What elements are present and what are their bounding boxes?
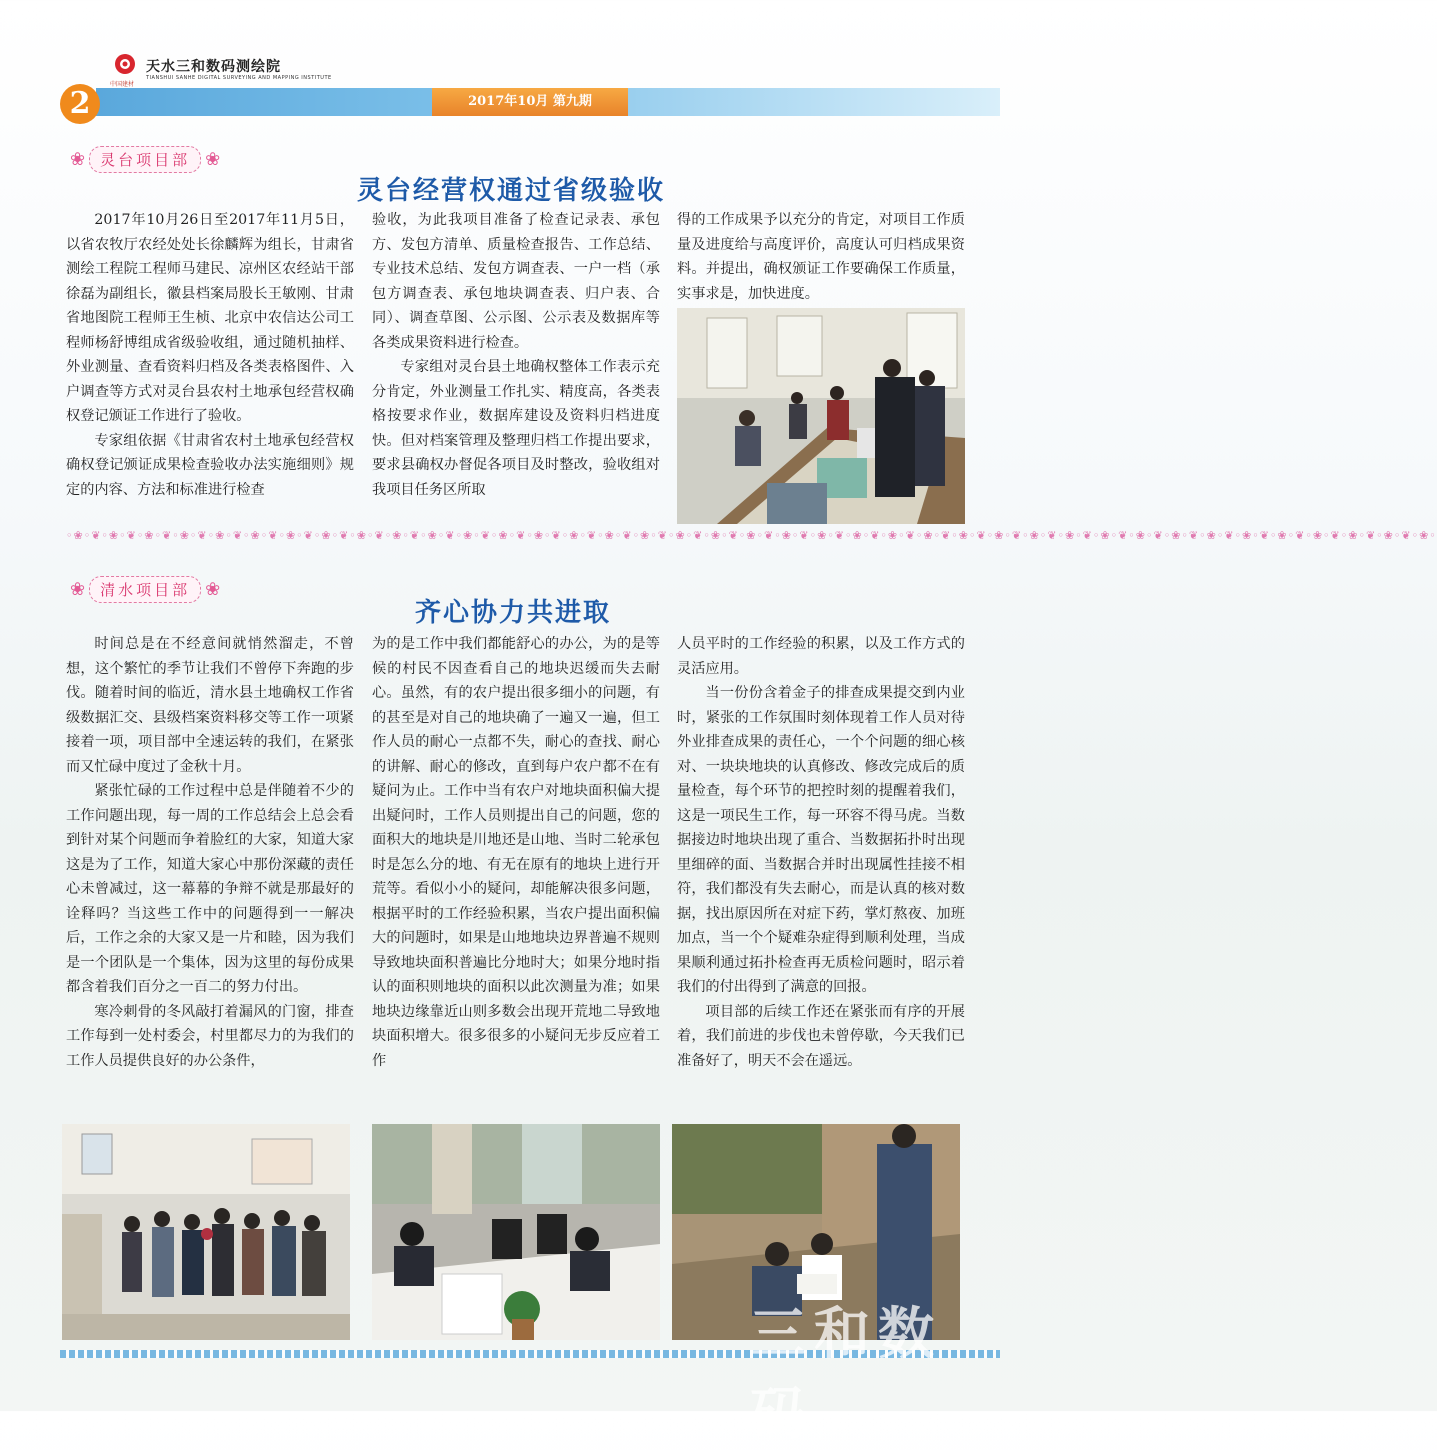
org-name: 天水三和数码测绘院 xyxy=(146,59,281,75)
issue-label: 2017年10月 第九期 xyxy=(432,88,628,116)
paragraph: 为的是工作中我们都能舒心的办公，为的是等候的村民不因查看自己的地块迟缓而失去耐心。虽然，有的农户提出很多细小的问题，有的甚至是对自己的地块确了一遍又一遍，但工作人员的耐心一点都不失，耐心的查找、耐心的讲解、耐心的修改，直到每户农户都不在有疑问为止。工作中当有农户对地块面积偏大提出疑问时，工作人员则提出自己的问题，您的面积大的地块是川地还是山地、当时二轮承包时是怎么分的地、有无在原有的地块上进行开荒等。看似小小的疑问，却能解决很多问题，根据平时的工作经验积累，当农户提出面积偏大的问题时，如果是山地地块边界普遍不规则导致地块面积普遍比分地时大；如果分地时指认的面积则地块的面积以此次测量为准；如果地块边缘靠近山则多数会出现开荒地二导致地块面积增大。很多很多的小疑问无步反应着工作 xyxy=(372,636,660,1069)
company-logo-icon xyxy=(108,52,142,78)
paragraph: 紧张忙碌的工作过程中总是伴随着不少的工作问题出现，每一周的工作总结会上总会看到针对某个问题而争着脸红的大家，知道大家这是为了工作，知道大家心中那份深藏的责任心未曾减过，这一幕幕的争辩不就是那最好的诠释吗？当这些工作中的问题得到一一解决后，工作之余的大家又是一片和睦，因为我们是一个团队是一个集体，因为这里的每份成果都含着我们百分之一百二的努力付出。 xyxy=(66,783,354,995)
paragraph: 2017年10月26日至2017年11月5日，以省农牧厅农经处处长徐麟辉为组长，甘肃省测绘工程院工程师马建民、凉州区农经站干部徐磊为副组长，徽县档案局股长王敏刚、甘肃省地图院工程师王生桢、北京中农信达公司工程师杨舒博组成省级验收组，通过随机抽样、外业测量、查看资料归档及各类表格图件、入户调查等方式对灵台县农村土地承包经营权确权登记颁证工作进行了验收。 xyxy=(66,212,354,424)
article2-column-2 xyxy=(372,632,660,1073)
article-title-1: 灵台经营权通过省级验收 xyxy=(357,176,666,206)
article1-column-2 xyxy=(372,208,660,502)
watermark-text: 三和数码 xyxy=(750,1302,942,1447)
article2-column-1 xyxy=(66,632,354,1073)
org-tag: 中国建材 xyxy=(110,81,135,88)
photo-office-computers xyxy=(372,1124,660,1340)
flower-icon: ❀ xyxy=(205,578,221,600)
article1-column-1 xyxy=(66,208,354,502)
dept-tag-qingshui xyxy=(66,576,224,602)
article2-column-3 xyxy=(677,632,965,1073)
paragraph: 寒冷刺骨的冬风敲打着漏风的门窗，排查工作每到一处村委会，村里都尽力的为我们的工作人员提供良好的办公条件， xyxy=(66,1003,354,1069)
paragraph: 专家组对灵台县土地确权整体工作表示充分肯定，外业测量工作扎实、精度高，各类表格按要求作业，数据库建设及资料归档进度快。但对档案管理及整理归档工作提出要求，要求县确权办督促各项目及时整改，验收组对我项目任务区所取 xyxy=(372,359,660,498)
dept-tag-lingtai xyxy=(66,146,224,172)
paragraph: 时间总是在不经意间就悄然溜走，不曾想，这个繁忙的季节让我们不曾停下奔跑的步伐。随着时间的临近，清水县土地确权工作省级数据汇交、县级档案资料移交等工作一项紧接着一项，项目部中全速运转的我们，在紧张而又忙碌中度过了金秋十月。 xyxy=(66,636,354,775)
paragraph: 专家组依据《甘肃省农村土地承包经营权确权登记颁证成果检查验收办法实施细则》规定的内容、方法和标准进行检查 xyxy=(66,432,354,498)
paragraph: 项目部的后续工作还在紧张而有序的开展着，我们前进的步伐也未曾停歇，今天我们已准备好了，明天不会在遥远。 xyxy=(677,1003,965,1069)
paragraph: 当一份份含着金子的排查成果提交到内业时，紧张的工作氛围时刻体现着工作人员对待外业排查成果的责任心，一个个问题的细心核对、一块块地块的认真修改、修改完成后的质量检查，每个环节的把控时刻的提醒着我们，这是一项民生工作，每一环容不得马虎。当数据接边时地块出现了重合、当数据拓扑时出现里细碎的面、当数据合并时出现属性挂接不相符，我们都没有失去耐心，而是认真的核对数据，找出原因所在对症下药，掌灯熬夜、加班加点，当一个个疑难杂症得到顺利处理，当成果顺利通过拓扑检查再无质检问题时，昭示着我们的付出得到了满意的回报。 xyxy=(677,685,965,995)
flower-icon: ❀ xyxy=(70,148,86,170)
flower-icon: ❀ xyxy=(70,578,86,600)
paragraph: 人员平时的工作经验的积累，以及工作方式的灵活应用。 xyxy=(677,636,965,677)
dept-label: 清水项目部 xyxy=(89,576,201,603)
page-number: 2 xyxy=(60,84,100,124)
dept-label: 灵台项目部 xyxy=(89,146,201,173)
org-subtitle: TIANSHUI SANHE DIGITAL SURVEYING AND MAPPING INSTITUTE xyxy=(146,75,332,81)
photo-inspection-meeting xyxy=(677,308,965,524)
article-title-2: 齐心协力共进取 xyxy=(415,598,612,628)
photo-village-office-crowd xyxy=(62,1124,350,1340)
paragraph: 得的工作成果予以充分的肯定，对项目工作质量及进度给与高度评价，高度认可归档成果资料。并提出，确权颁证工作要确保工作质量，实事求是，加快进度。 xyxy=(677,212,965,302)
flower-icon: ❀ xyxy=(205,148,221,170)
paragraph: 验收，为此我项目准备了检查记录表、承包方、发包方清单、质量检查报告、工作总结、专业技术总结、发包方调查表、一户一档（承包方调查表、承包地块调查表、归户表、合同）、调查草图、公示图、公示表及数据库等各类成果资料进行检查。 xyxy=(372,212,660,351)
section-divider: ◦❀◦❦◦❀◦❦◦❀◦❦◦❀◦❦◦❀◦❦◦❀◦❦◦❀◦❦◦❀◦❦◦❀◦❦◦❀◦❦◦❀◦❦◦❀◦❦◦❀◦❦◦❀◦❦◦❀◦❦◦❀◦❦◦❀◦❦◦❀◦❦◦❀◦❦◦❀◦❦◦❀◦❦◦❀◦❦◦❀◦❦◦❀◦❦◦❀◦❦◦❀◦❦◦❀◦❦◦❀◦❦◦❀◦❦◦❀◦❦◦❀◦❦◦❀◦❦◦❀◦❦◦❀◦❦◦❀◦❦◦❀◦❦◦❀◦❦◦❀◦❦◦❀◦ xyxy=(66,529,1437,542)
article1-column-3 xyxy=(677,208,965,306)
